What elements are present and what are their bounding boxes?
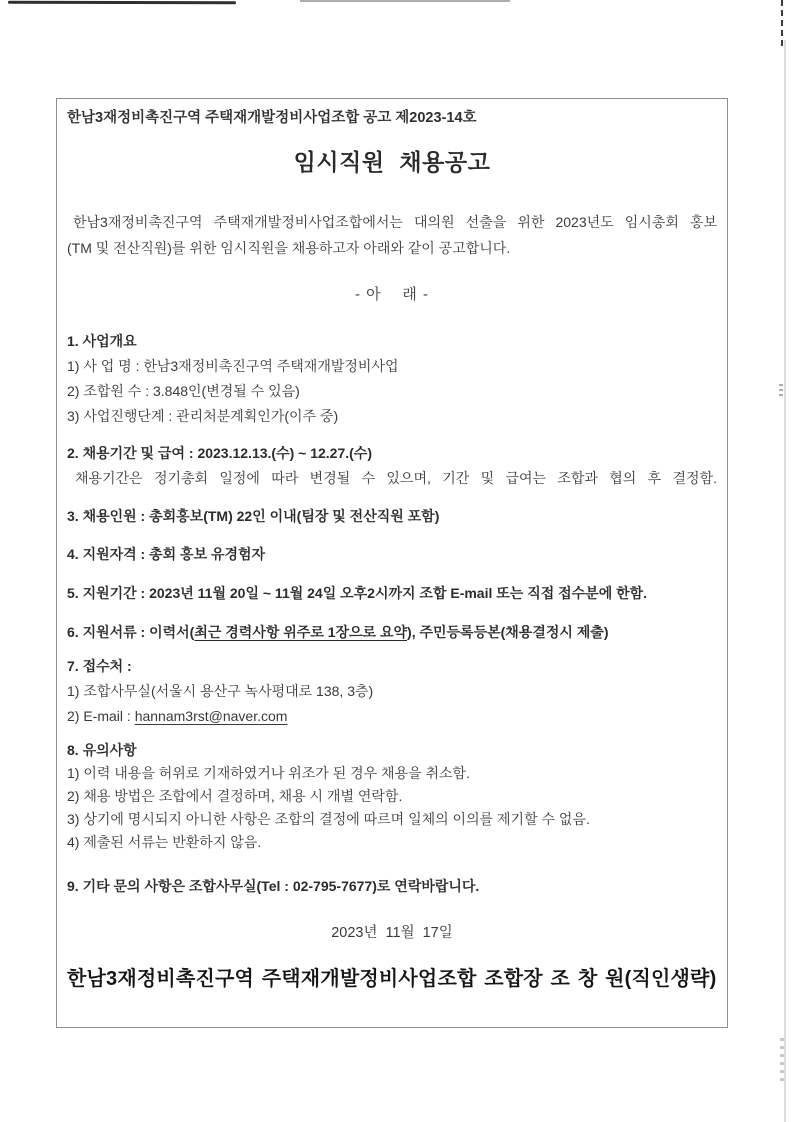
section-3-heading: 3. 채용인원 : 총회홍보(TM) 22인 이내(팀장 및 전산직원 포함) [67, 508, 440, 524]
below-divider-label: - 아 래 - [355, 286, 429, 303]
notice-title: 임시직원 채용공고 [293, 149, 491, 175]
section-7-item-office: 1) 조합사무실(서울시 용산구 녹사평대로 138, 3층) [67, 683, 374, 699]
section-6-prefix: 6. 지원서류 : 이력서( [67, 624, 195, 640]
section-4-heading: 4. 지원자격 : 총회 홍보 유경험자 [67, 546, 266, 562]
section-8-precautions [67, 739, 717, 854]
section-9-heading: 9. 기타 문의 사항은 조합사무실(Tel : 02-795-7677)로 연락바랍니다. [67, 878, 480, 894]
section-1-project-overview [67, 329, 717, 429]
section-3-hiring-count [67, 504, 717, 529]
section-1-item-member-count: 2) 조합원 수 : 3.848인(변경될 수 있음) [67, 383, 300, 399]
scan-artifact-right-edge-line [784, 40, 786, 1122]
section-7-item-email [67, 704, 717, 729]
section-8-item-1: 1) 이력 내용을 허위로 기재하였거나 위조가 된 경우 채용을 취소함. [67, 765, 470, 781]
intro-paragraph-line-2: (TM 및 전산직원)를 위한 임시직원을 채용하고자 아래와 같이 공고합니다. [67, 240, 511, 256]
section-1-item-project-stage: 3) 사업진행단계 : 관리처분계획인가(이주 중) [67, 408, 339, 424]
email-address: hannam3rst@naver.com [134, 708, 288, 724]
section-1-heading: 1. 사업개요 [67, 333, 137, 349]
section-2-employment-period [67, 441, 717, 491]
section-6-suffix: ), 주민등록등본(채용결정시 제출) [407, 624, 609, 640]
section-5-heading: 5. 지원기간 : 2023년 11월 20일 ~ 11월 24일 오후2시까지 조합 E-mail 또는 직접 접수분에 한함. [67, 585, 648, 601]
section-6-required-documents [67, 620, 717, 645]
scan-artifact-top-streak [8, 1, 236, 5]
scan-artifact-right-dash [781, 0, 783, 50]
scan-artifact-speck [779, 384, 783, 398]
section-8-item-2: 2) 채용 방법은 조합에서 결정하며, 채용 시 개별 연락함. [67, 788, 403, 804]
signature-line: 한남3재정비촉진구역 주택재개발정비사업조합 조합장 조 창 원(직인생략) [67, 968, 717, 990]
scan-artifact-speck [780, 1038, 784, 1086]
section-2-heading: 2. 채용기간 및 급여 : 2023.12.13.(수) ~ 12.27.(수) [67, 445, 372, 461]
section-5-application-period [67, 581, 717, 606]
intro-paragraph-line-1: 한남3재정비촉진구역 주택재개발정비사업조합에서는 대의원 선출을 위한 2023년도 임시총회 홍보 [73, 214, 717, 230]
section-1-item-project-name: 1) 사 업 명 : 한남3재정비촉진구역 주택재개발정비사업 [67, 358, 399, 374]
section-2-note: 채용기간은 정기총회 일정에 따라 변경될 수 있으며, 기간 및 급여는 조합과 협의 후 결정함. [75, 470, 717, 486]
section-6-heading [67, 620, 717, 645]
email-label: 2) E-mail : [67, 708, 135, 724]
section-6-underlined-text: 최근 경력사항 위주로 1장으로 요약 [194, 624, 408, 640]
section-9-other-inquiries [67, 874, 717, 899]
notice-border-box [56, 98, 728, 1028]
section-8-item-3: 3) 상기에 명시되지 아니한 사항은 조합의 결정에 따르며 일체의 이의를 제기할 수 없음. [67, 811, 590, 827]
section-7-heading: 7. 접수처 : [67, 658, 132, 674]
notice-number: 한남3재정비촉진구역 주택재개발정비사업조합 공고 제2023-14호 [67, 110, 477, 126]
section-8-heading: 8. 유의사항 [67, 742, 137, 758]
notice-date: 2023년 11월 17일 [331, 925, 453, 941]
section-7-submission-address [67, 654, 717, 729]
section-4-qualifications [67, 542, 717, 567]
section-8-item-4: 4) 제출된 서류는 반환하지 않음. [67, 834, 262, 850]
scan-artifact-top-streak-2 [300, 0, 510, 2]
